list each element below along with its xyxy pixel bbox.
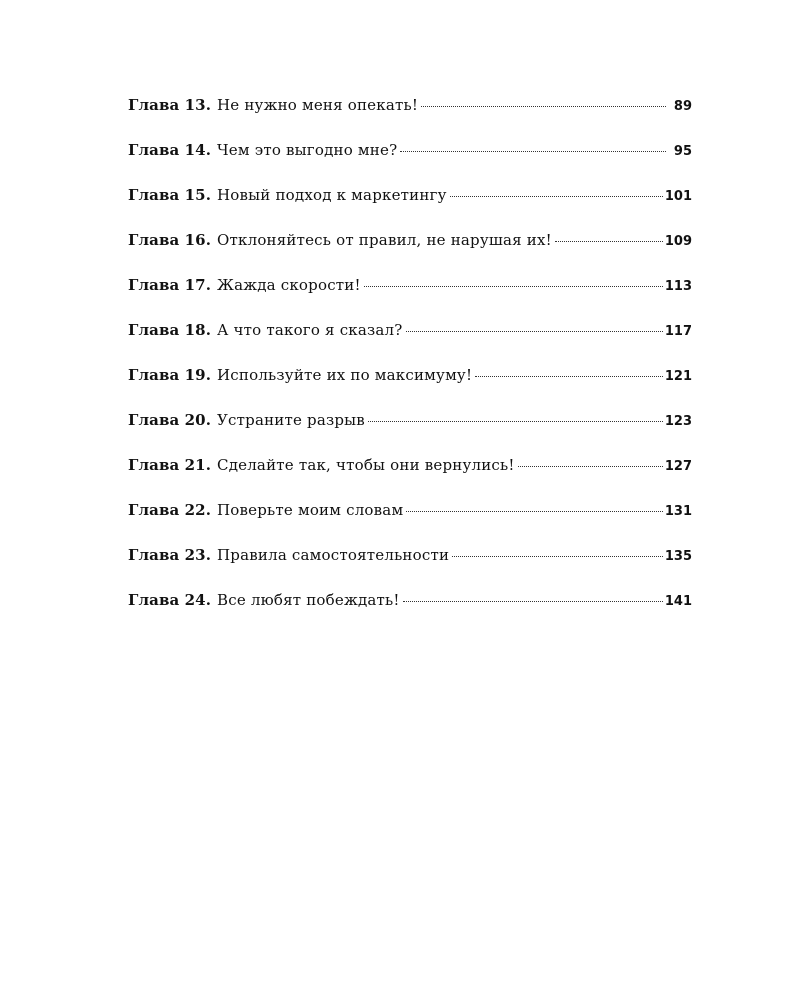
page-number: 89: [673, 99, 692, 114]
chapter-label: Глава 14.: [128, 141, 212, 159]
toc-entry-17: [128, 276, 692, 321]
page-number: 101: [664, 189, 692, 204]
chapter-title: А что такого я сказал?: [217, 321, 403, 339]
chapter-label: Глава 24.: [128, 591, 212, 609]
page-number: 127: [664, 459, 692, 474]
page-number: 141: [664, 594, 692, 609]
page-number: 131: [664, 504, 692, 519]
toc-entry-18: [128, 321, 692, 366]
chapter-label: Глава 17.: [128, 276, 212, 294]
toc-entry-21: [128, 456, 692, 501]
chapter-label: Глава 21.: [128, 456, 212, 474]
toc-entry-14: [128, 141, 692, 186]
toc-entry-24: [128, 591, 692, 636]
chapter-title: Поверьте моим словам: [217, 501, 404, 519]
chapter-label: Глава 20.: [128, 411, 212, 429]
page-number: 109: [664, 234, 692, 249]
toc-entry-19: [128, 366, 692, 411]
chapter-title: Жажда скорости!: [217, 276, 361, 294]
table-of-contents: [128, 96, 692, 636]
page-number: 121: [664, 369, 692, 384]
dot-leader: [475, 376, 663, 377]
chapter-label: Глава 22.: [128, 501, 212, 519]
chapter-label: Глава 23.: [128, 546, 212, 564]
toc-entry-22: [128, 501, 692, 546]
chapter-label: Глава 16.: [128, 231, 212, 249]
chapter-label: Глава 18.: [128, 321, 212, 339]
dot-leader: [555, 241, 663, 242]
toc-entry-20: [128, 411, 692, 456]
page-number: 123: [664, 414, 692, 429]
chapter-label: Глава 13.: [128, 96, 212, 114]
toc-entry-16: [128, 231, 692, 276]
dot-leader: [400, 151, 666, 152]
chapter-title: Сделайте так, чтобы они вернулись!: [217, 456, 515, 474]
chapter-title: Новый подход к маркетингу: [217, 186, 447, 204]
page-number: 117: [664, 324, 692, 339]
toc-entry-15: [128, 186, 692, 231]
dot-leader: [421, 106, 666, 107]
chapter-label: Глава 15.: [128, 186, 212, 204]
dot-leader: [406, 331, 663, 332]
dot-leader: [406, 511, 663, 512]
dot-leader: [452, 556, 663, 557]
page-number: 95: [673, 144, 692, 159]
dot-leader: [364, 286, 663, 287]
chapter-title: Используйте их по максимуму!: [217, 366, 473, 384]
toc-entry-23: [128, 546, 692, 591]
page-number: 135: [664, 549, 692, 564]
dot-leader: [403, 601, 663, 602]
page-number: 113: [664, 279, 692, 294]
chapter-title: Устраните разрыв: [217, 411, 365, 429]
chapter-title: Не нужно меня опекать!: [217, 96, 419, 114]
toc-entry-13: [128, 96, 692, 141]
chapter-label: Глава 19.: [128, 366, 212, 384]
dot-leader: [518, 466, 663, 467]
chapter-title: Правила самостоятельности: [217, 546, 450, 564]
chapter-title: Чем это выгодно мне?: [217, 141, 398, 159]
dot-leader: [450, 196, 663, 197]
chapter-title: Отклоняйтесь от правил, не нарушая их!: [217, 231, 552, 249]
chapter-title: Все любят побеждать!: [217, 591, 400, 609]
dot-leader: [368, 421, 663, 422]
